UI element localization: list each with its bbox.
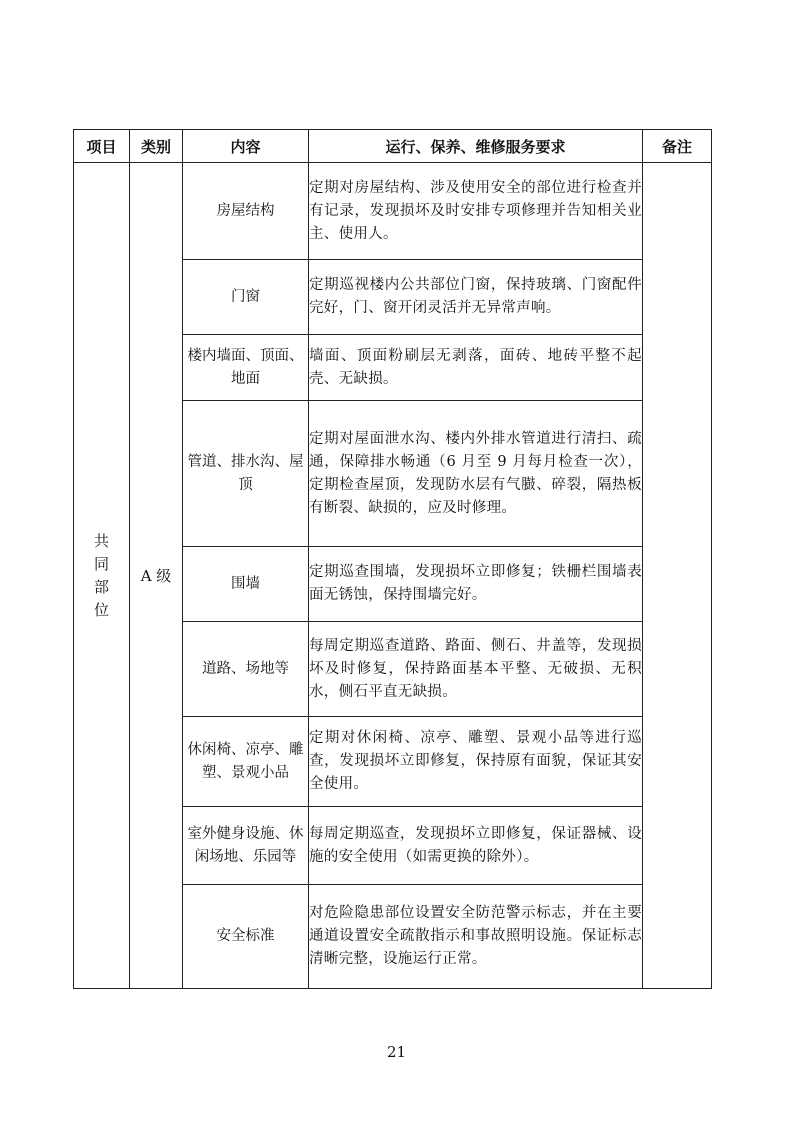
table-row	[74, 163, 712, 260]
header-content: 内容	[183, 130, 309, 163]
content-cell: 房屋结构	[183, 163, 309, 260]
content-cell: 室外健身设施、休闲场地、乐园等	[183, 807, 309, 885]
requirement-cell: 每周定期巡查，发现损坏立即修复，保证器械、设施的安全使用（如需更换的除外）。	[309, 807, 643, 885]
content-cell: 安全标准	[183, 885, 309, 989]
requirement-cell: 定期巡查围墙，发现损坏立即修复；铁栅栏围墙表面无锈蚀，保持围墙完好。	[309, 547, 643, 622]
header-category: 类别	[130, 130, 183, 163]
content-cell: 休闲椅、凉亭、雕塑、景观小品	[183, 717, 309, 807]
header-project: 项目	[74, 130, 130, 163]
requirement-cell: 定期巡视楼内公共部位门窗，保持玻璃、门窗配件完好，门、窗开闭灵活并无异常声响。	[309, 260, 643, 335]
content-cell: 管道、排水沟、屋顶	[183, 401, 309, 547]
content-cell: 楼内墙面、顶面、地面	[183, 335, 309, 401]
requirement-cell: 每周定期巡查道路、路面、侧石、井盖等，发现损坏及时修复，保持路面基本平整、无破损、无积水，侧石平直无缺损。	[309, 622, 643, 717]
project-label: 共同部位	[93, 531, 109, 619]
project-cell	[74, 163, 130, 989]
page-number: 21	[386, 1043, 407, 1061]
requirement-cell: 定期对屋面泄水沟、楼内外排水管道进行清扫、疏通，保障排水畅通（6 月至 9 月每月检查一次），定期检查屋顶，发现防水层有气臌、碎裂，隔热板有断裂、缺损的，应及时修理。	[309, 401, 643, 547]
content-cell: 道路、场地等	[183, 622, 309, 717]
requirement-cell: 定期对休闲椅、凉亭、雕塑、景观小品等进行巡查，发现损坏立即修复，保持原有面貌，保证其安全使用。	[309, 717, 643, 807]
requirement-cell: 墙面、顶面粉刷层无剥落，面砖、地砖平整不起壳、无缺损。	[309, 335, 643, 401]
table-header-row	[74, 130, 712, 163]
content-cell: 门窗	[183, 260, 309, 335]
header-requirement: 运行、保养、维修服务要求	[309, 130, 643, 163]
category-cell: A 级	[130, 163, 183, 989]
remark-cell	[643, 163, 712, 989]
content-cell: 围墙	[183, 547, 309, 622]
requirement-cell: 对危险隐患部位设置安全防范警示标志，并在主要通道设置安全疏散指示和事故照明设施。保证标志清晰完整，设施运行正常。	[309, 885, 643, 989]
header-remark: 备注	[643, 130, 712, 163]
requirement-cell: 定期对房屋结构、涉及使用安全的部位进行检查并有记录，发现损坏及时安排专项修理并告知相关业主、使用人。	[309, 163, 643, 260]
service-requirements-table	[73, 129, 712, 989]
